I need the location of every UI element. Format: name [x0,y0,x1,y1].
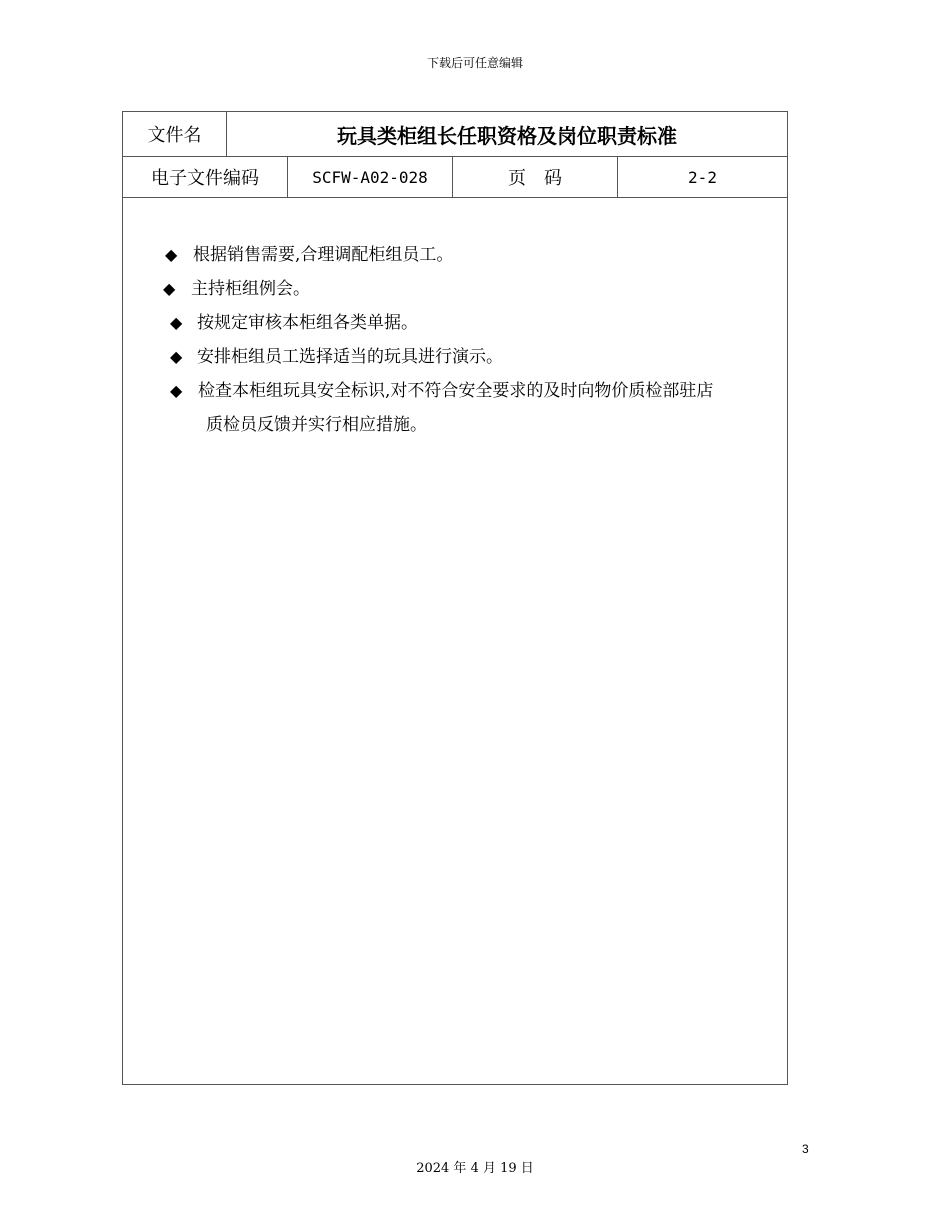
list-item [123,238,787,272]
diamond-bullet-icon: ◆ [163,279,176,298]
diamond-bullet-icon: ◆ [165,245,178,264]
content-area [123,198,787,442]
list-item-text: 安排柜组员工选择适当的玩具进行演示。 [197,347,503,367]
document-table [122,111,788,1085]
list-item-text: 按规定审核本柜组各类单据。 [197,313,418,333]
page-value: 2-2 [688,167,717,187]
page-number: 3 [802,1142,809,1156]
header-note: 下载后可任意编辑 [426,56,523,70]
file-code-value: SCFW-A02-028 [288,157,453,197]
list-item [123,272,787,306]
list-item [123,374,787,442]
list-item [123,340,787,374]
list-item-continuation: 质检员反馈并实行相应措施。 [206,415,427,435]
footer-date: 2024 年 4 月 19 日 [416,1161,534,1176]
title-row [123,112,787,157]
document-title: 玩具类柜组长任职资格及岗位职责标准 [337,123,677,148]
list-item-text: 主持柜组例会。 [191,279,310,299]
list-item-text: 根据销售需要,合理调配柜组员工。 [193,245,454,265]
meta-row [123,157,787,198]
file-code-label: 电子文件编码 [123,157,288,197]
file-name-label: 文件名 [123,112,227,156]
page-label: 页 码 [453,157,618,197]
list-item [123,306,787,340]
diamond-bullet-icon: ◆ [170,313,183,332]
diamond-bullet-icon: ◆ [170,381,183,400]
diamond-bullet-icon: ◆ [170,347,183,366]
list-item-text: 检查本柜组玩具安全标识,对不符合安全要求的及时向物价质检部驻店 [198,381,714,401]
